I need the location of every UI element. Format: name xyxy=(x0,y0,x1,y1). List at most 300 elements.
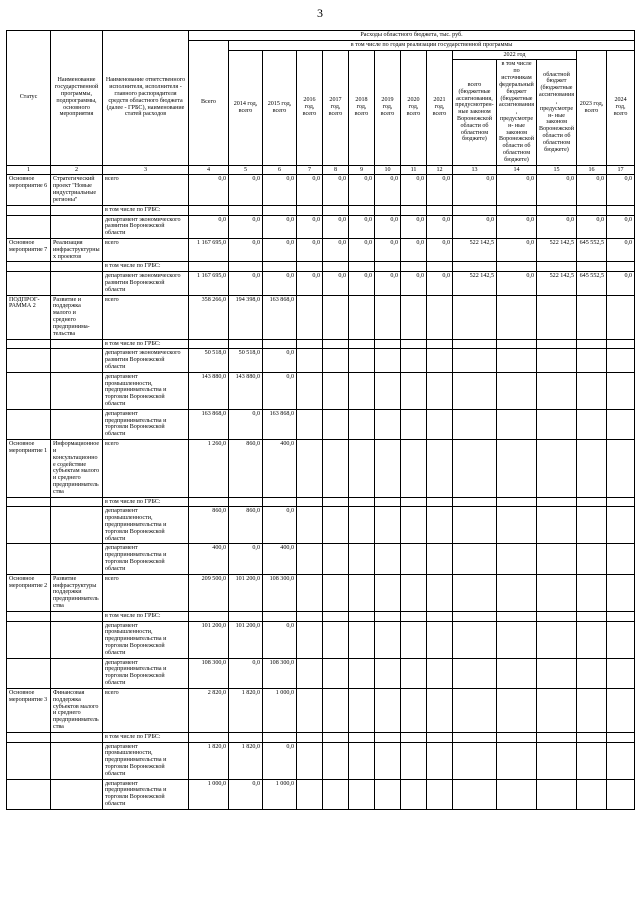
value-cell: 1 820,0 xyxy=(229,742,263,779)
header-2022: 2022 год xyxy=(453,50,577,60)
value-cell xyxy=(375,688,401,732)
value-cell xyxy=(323,544,349,574)
program-name-cell xyxy=(51,409,103,439)
value-cell xyxy=(577,262,607,272)
value-cell xyxy=(577,658,607,688)
value-cell: 0,0 xyxy=(607,238,635,261)
value-cell xyxy=(537,621,577,658)
value-cell xyxy=(297,574,323,611)
executor-cell: всего xyxy=(103,574,189,611)
executor-cell: всего xyxy=(103,175,189,205)
value-cell: 0,0 xyxy=(297,272,323,295)
status-cell xyxy=(7,621,51,658)
value-cell: 1 820,0 xyxy=(229,688,263,732)
program-name-cell xyxy=(51,372,103,409)
value-cell xyxy=(375,732,401,742)
value-cell xyxy=(607,779,635,809)
value-cell xyxy=(607,339,635,349)
value-cell: 645 552,5 xyxy=(577,238,607,261)
value-cell: 0,0 xyxy=(263,507,297,544)
value-cell: 0,0 xyxy=(263,175,297,205)
program-name-cell xyxy=(51,621,103,658)
table-row xyxy=(7,205,635,215)
column-number-cell: 3 xyxy=(103,165,189,175)
value-cell xyxy=(537,349,577,372)
value-cell xyxy=(349,262,375,272)
value-cell xyxy=(349,688,375,732)
value-cell: 0,0 xyxy=(607,272,635,295)
value-cell: 0,0 xyxy=(497,238,537,261)
column-number-cell: 6 xyxy=(263,165,297,175)
value-cell xyxy=(607,440,635,498)
value-cell: 0,0 xyxy=(375,272,401,295)
value-cell xyxy=(375,440,401,498)
executor-cell: департамент предпринимательства и торговли Воронежской области xyxy=(103,409,189,439)
value-cell: 522 142,5 xyxy=(537,272,577,295)
executor-cell: департамент экономического развития Воронежской области xyxy=(103,272,189,295)
program-name-cell xyxy=(51,611,103,621)
value-cell xyxy=(577,688,607,732)
value-cell xyxy=(375,544,401,574)
status-cell: Основное мероприятие 2 xyxy=(7,574,51,611)
value-cell xyxy=(607,295,635,339)
value-cell: 0,0 xyxy=(607,215,635,238)
value-cell xyxy=(607,372,635,409)
status-cell xyxy=(7,339,51,349)
value-cell xyxy=(401,409,427,439)
executor-cell: в том числе по ГРБС: xyxy=(103,497,189,507)
value-cell xyxy=(537,497,577,507)
value-cell xyxy=(323,295,349,339)
value-cell xyxy=(577,440,607,498)
value-cell xyxy=(577,349,607,372)
column-number-cell: 13 xyxy=(453,165,497,175)
value-cell xyxy=(607,658,635,688)
status-cell: Основное мероприятие 7 xyxy=(7,238,51,261)
value-cell: 0,0 xyxy=(497,272,537,295)
value-cell xyxy=(323,205,349,215)
value-cell: 209 500,0 xyxy=(189,574,229,611)
value-cell xyxy=(375,349,401,372)
value-cell: 0,0 xyxy=(263,742,297,779)
value-cell xyxy=(453,621,497,658)
status-cell xyxy=(7,544,51,574)
value-cell: 0,0 xyxy=(229,215,263,238)
value-cell: 0,0 xyxy=(349,238,375,261)
header-2020: 2020 год, всего xyxy=(401,50,427,165)
header-2022-regional: областной бюджет (бюджетные ассигнования, предусмотрен- ные законом Воронежской области об областном бюджете) xyxy=(537,60,577,165)
value-cell xyxy=(401,621,427,658)
value-cell xyxy=(577,611,607,621)
header-2021: 2021 год, всего xyxy=(427,50,453,165)
value-cell: 0,0 xyxy=(229,409,263,439)
value-cell: 1 000,0 xyxy=(189,779,229,809)
value-cell: 400,0 xyxy=(263,544,297,574)
value-cell xyxy=(607,205,635,215)
header-executor: Наименование ответственного исполнителя, исполнителя - главного распорядителя средств областного бюджета (далее - ГРБС), наименование статей расходов xyxy=(103,31,189,166)
value-cell xyxy=(427,349,453,372)
value-cell xyxy=(375,611,401,621)
program-name-cell: Развитие инфраструктуры поддержки предпринимательства xyxy=(51,574,103,611)
program-name-cell: Финансовая поддержка субъектов малого и среднего предпринимательства xyxy=(51,688,103,732)
value-cell: 101 200,0 xyxy=(229,574,263,611)
header-by-years: в том числе по годам реализации государственной программы xyxy=(229,40,635,50)
value-cell xyxy=(349,732,375,742)
value-cell xyxy=(375,574,401,611)
value-cell xyxy=(323,262,349,272)
value-cell xyxy=(427,372,453,409)
value-cell xyxy=(323,658,349,688)
value-cell: 0,0 xyxy=(453,215,497,238)
executor-cell: департамент промышленности, предпринимательства и торговли Воронежской области xyxy=(103,621,189,658)
program-name-cell xyxy=(51,544,103,574)
value-cell xyxy=(453,779,497,809)
value-cell xyxy=(401,544,427,574)
header-expenses: Расходы областного бюджета, тыс. руб. xyxy=(189,31,635,41)
value-cell xyxy=(189,262,229,272)
value-cell xyxy=(453,372,497,409)
status-cell xyxy=(7,372,51,409)
value-cell: 0,0 xyxy=(349,175,375,205)
value-cell: 522 142,5 xyxy=(537,238,577,261)
program-name-cell: Развитие и поддержка малого и среднего предпринима- тельства xyxy=(51,295,103,339)
header-2022-total: всего (бюджетные ассигнования, предусмотрен- ные законом Воронежской области об областном бюджете) xyxy=(453,60,497,165)
column-number-cell: 9 xyxy=(349,165,375,175)
value-cell xyxy=(349,544,375,574)
value-cell xyxy=(427,507,453,544)
table-row xyxy=(7,658,635,688)
value-cell xyxy=(375,742,401,779)
value-cell xyxy=(427,658,453,688)
value-cell xyxy=(229,339,263,349)
status-cell xyxy=(7,205,51,215)
value-cell xyxy=(537,262,577,272)
value-cell: 0,0 xyxy=(349,272,375,295)
value-cell xyxy=(375,621,401,658)
value-cell xyxy=(577,732,607,742)
value-cell xyxy=(537,295,577,339)
header-sources: в том числе по источникам xyxy=(501,61,532,82)
value-cell xyxy=(375,262,401,272)
value-cell: 0,0 xyxy=(189,215,229,238)
value-cell xyxy=(607,262,635,272)
value-cell xyxy=(189,497,229,507)
header-2023: 2023 год, всего xyxy=(577,50,607,165)
value-cell: 0,0 xyxy=(497,215,537,238)
value-cell: 163 868,0 xyxy=(263,409,297,439)
value-cell xyxy=(577,621,607,658)
value-cell xyxy=(401,440,427,498)
value-cell: 0,0 xyxy=(401,215,427,238)
value-cell xyxy=(297,339,323,349)
value-cell xyxy=(497,621,537,658)
value-cell xyxy=(297,544,323,574)
value-cell xyxy=(577,205,607,215)
value-cell xyxy=(577,574,607,611)
value-cell xyxy=(577,339,607,349)
value-cell xyxy=(401,349,427,372)
value-cell: 0,0 xyxy=(375,238,401,261)
executor-cell: департамент промышленности, предпринимательства и торговли Воронежской области xyxy=(103,372,189,409)
value-cell xyxy=(349,507,375,544)
value-cell: 0,0 xyxy=(297,175,323,205)
executor-cell: всего xyxy=(103,440,189,498)
header-2015: 2015 год, всего xyxy=(263,50,297,165)
program-name-cell xyxy=(51,272,103,295)
value-cell xyxy=(497,611,537,621)
value-cell xyxy=(229,497,263,507)
value-cell: 108 300,0 xyxy=(263,574,297,611)
status-cell xyxy=(7,272,51,295)
column-number-cell: 12 xyxy=(427,165,453,175)
value-cell: 163 868,0 xyxy=(263,295,297,339)
value-cell xyxy=(427,621,453,658)
value-cell xyxy=(537,440,577,498)
executor-cell: департамент предпринимательства и торговли Воронежской области xyxy=(103,658,189,688)
table-row xyxy=(7,238,635,261)
value-cell: 101 200,0 xyxy=(229,621,263,658)
value-cell: 1 167 695,0 xyxy=(189,272,229,295)
value-cell xyxy=(297,658,323,688)
value-cell xyxy=(323,611,349,621)
table-row xyxy=(7,732,635,742)
value-cell xyxy=(349,779,375,809)
value-cell xyxy=(607,544,635,574)
value-cell xyxy=(537,688,577,732)
value-cell xyxy=(607,497,635,507)
value-cell xyxy=(453,732,497,742)
value-cell xyxy=(375,339,401,349)
program-name-cell xyxy=(51,215,103,238)
value-cell xyxy=(497,295,537,339)
table-header xyxy=(7,31,635,166)
value-cell xyxy=(349,621,375,658)
value-cell xyxy=(427,440,453,498)
value-cell xyxy=(297,732,323,742)
table-row xyxy=(7,262,635,272)
value-cell xyxy=(263,732,297,742)
table-row xyxy=(7,215,635,238)
status-cell xyxy=(7,507,51,544)
value-cell xyxy=(375,507,401,544)
value-cell xyxy=(427,339,453,349)
header-2019: 2019 год, всего xyxy=(375,50,401,165)
value-cell: 860,0 xyxy=(189,507,229,544)
value-cell xyxy=(297,621,323,658)
value-cell xyxy=(497,409,537,439)
status-cell xyxy=(7,779,51,809)
value-cell: 0,0 xyxy=(263,621,297,658)
value-cell xyxy=(297,742,323,779)
budget-table-wrapper xyxy=(6,30,634,810)
value-cell: 0,0 xyxy=(401,175,427,205)
value-cell xyxy=(349,440,375,498)
program-name-cell xyxy=(51,732,103,742)
value-cell: 0,0 xyxy=(189,175,229,205)
value-cell xyxy=(323,688,349,732)
value-cell xyxy=(453,205,497,215)
program-name-cell xyxy=(51,507,103,544)
value-cell xyxy=(607,742,635,779)
value-cell xyxy=(453,349,497,372)
value-cell xyxy=(401,262,427,272)
value-cell: 0,0 xyxy=(375,175,401,205)
value-cell: 0,0 xyxy=(427,272,453,295)
value-cell xyxy=(453,658,497,688)
value-cell xyxy=(323,349,349,372)
value-cell: 0,0 xyxy=(497,175,537,205)
value-cell xyxy=(401,688,427,732)
executor-cell: в том числе по ГРБС: xyxy=(103,262,189,272)
value-cell: 400,0 xyxy=(189,544,229,574)
status-cell xyxy=(7,409,51,439)
status-cell: Основное мероприятие 1 xyxy=(7,440,51,498)
value-cell xyxy=(229,205,263,215)
value-cell xyxy=(427,779,453,809)
value-cell: 0,0 xyxy=(263,349,297,372)
header-2016: 2016 год, всего xyxy=(297,50,323,165)
program-name-cell xyxy=(51,339,103,349)
value-cell xyxy=(401,574,427,611)
value-cell xyxy=(401,779,427,809)
value-cell xyxy=(497,658,537,688)
value-cell: 1 000,0 xyxy=(263,779,297,809)
column-number-cell: 1 xyxy=(7,165,51,175)
value-cell xyxy=(401,372,427,409)
value-cell xyxy=(537,205,577,215)
value-cell: 1 260,0 xyxy=(189,440,229,498)
value-cell: 0,0 xyxy=(263,272,297,295)
value-cell xyxy=(577,544,607,574)
table-row xyxy=(7,507,635,544)
value-cell: 2 820,0 xyxy=(189,688,229,732)
column-number-cell: 17 xyxy=(607,165,635,175)
program-name-cell: Информационное и консультационное содействие субъектам малого и среднего предпринимательства xyxy=(51,440,103,498)
value-cell: 0,0 xyxy=(607,175,635,205)
value-cell: 645 552,5 xyxy=(577,272,607,295)
status-cell: ПОДПРОГ- РАММА 2 xyxy=(7,295,51,339)
column-number-cell: 5 xyxy=(229,165,263,175)
value-cell xyxy=(607,574,635,611)
value-cell xyxy=(607,507,635,544)
value-cell xyxy=(497,372,537,409)
value-cell: 522 142,5 xyxy=(453,238,497,261)
value-cell xyxy=(497,507,537,544)
column-number-cell: 11 xyxy=(401,165,427,175)
value-cell: 358 266,0 xyxy=(189,295,229,339)
value-cell xyxy=(323,339,349,349)
value-cell xyxy=(323,621,349,658)
value-cell xyxy=(323,497,349,507)
value-cell: 0,0 xyxy=(229,544,263,574)
value-cell xyxy=(577,779,607,809)
value-cell: 0,0 xyxy=(401,238,427,261)
value-cell xyxy=(297,611,323,621)
value-cell xyxy=(189,339,229,349)
status-cell xyxy=(7,349,51,372)
value-cell xyxy=(375,779,401,809)
program-name-cell: Стратегический проект "Новые индустриальные регионы" xyxy=(51,175,103,205)
column-number-cell: 16 xyxy=(577,165,607,175)
value-cell xyxy=(375,497,401,507)
executor-cell: департамент предпринимательства и торговли Воронежской области xyxy=(103,779,189,809)
value-cell xyxy=(577,409,607,439)
value-cell xyxy=(263,205,297,215)
value-cell: 0,0 xyxy=(427,238,453,261)
value-cell xyxy=(607,621,635,658)
value-cell xyxy=(427,732,453,742)
value-cell xyxy=(427,409,453,439)
program-name-cell xyxy=(51,205,103,215)
status-cell xyxy=(7,611,51,621)
value-cell xyxy=(497,574,537,611)
value-cell xyxy=(375,372,401,409)
value-cell xyxy=(453,295,497,339)
value-cell: 1 000,0 xyxy=(263,688,297,732)
value-cell xyxy=(263,262,297,272)
value-cell: 0,0 xyxy=(229,272,263,295)
value-cell xyxy=(297,779,323,809)
value-cell xyxy=(537,742,577,779)
value-cell xyxy=(323,440,349,498)
value-cell xyxy=(401,339,427,349)
budget-table xyxy=(6,30,635,810)
value-cell xyxy=(497,688,537,732)
value-cell xyxy=(263,611,297,621)
value-cell xyxy=(453,262,497,272)
value-cell: 0,0 xyxy=(427,175,453,205)
value-cell: 0,0 xyxy=(263,372,297,409)
header-2014: 2014 год, всего xyxy=(229,50,263,165)
table-body xyxy=(7,165,635,809)
program-name-cell xyxy=(51,658,103,688)
value-cell xyxy=(323,507,349,544)
value-cell xyxy=(189,611,229,621)
value-cell xyxy=(427,295,453,339)
value-cell xyxy=(349,611,375,621)
value-cell: 101 200,0 xyxy=(189,621,229,658)
value-cell xyxy=(453,611,497,621)
table-row xyxy=(7,574,635,611)
value-cell xyxy=(497,339,537,349)
table-row xyxy=(7,175,635,205)
value-cell xyxy=(401,611,427,621)
table-row xyxy=(7,272,635,295)
column-number-cell: 14 xyxy=(497,165,537,175)
value-cell xyxy=(497,742,537,779)
value-cell: 0,0 xyxy=(229,238,263,261)
value-cell: 50 518,0 xyxy=(189,349,229,372)
header-2018: 2018 год, всего xyxy=(349,50,375,165)
value-cell xyxy=(577,507,607,544)
value-cell xyxy=(577,497,607,507)
value-cell: 0,0 xyxy=(375,215,401,238)
table-row xyxy=(7,688,635,732)
value-cell xyxy=(229,262,263,272)
value-cell xyxy=(537,339,577,349)
program-name-cell xyxy=(51,742,103,779)
value-cell xyxy=(497,440,537,498)
value-cell xyxy=(427,497,453,507)
value-cell xyxy=(323,779,349,809)
value-cell xyxy=(297,372,323,409)
value-cell xyxy=(375,295,401,339)
value-cell xyxy=(189,205,229,215)
value-cell xyxy=(537,574,577,611)
column-number-cell: 4 xyxy=(189,165,229,175)
value-cell: 0,0 xyxy=(577,175,607,205)
value-cell xyxy=(607,732,635,742)
